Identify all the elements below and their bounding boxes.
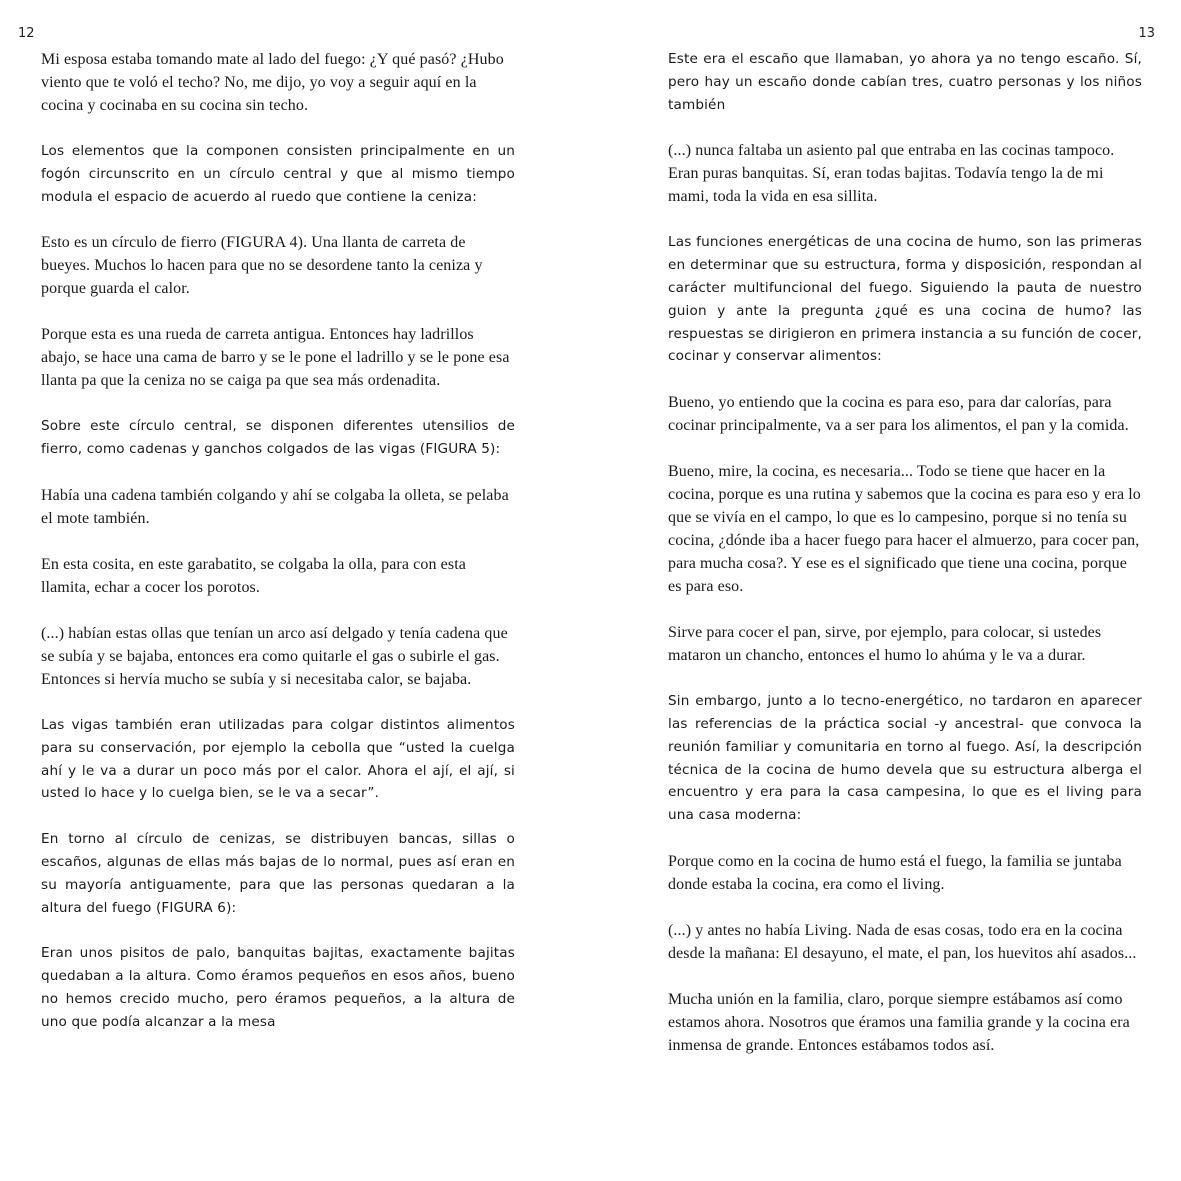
paragraph: Sobre este círculo central, se disponen diferentes utensilios de fierro, como cadenas y ganchos colgados de las vigas (FIGURA 5): xyxy=(41,418,515,458)
right-page-column xyxy=(668,48,1142,1080)
paragraph: Mi esposa estaba tomando mate al lado del fuego: ¿Y qué pasó? ¿Hubo viento que te voló el techo? No, me dijo, yo voy a seguir aquí en la cocina y cocinaba en su cocina sin techo. xyxy=(41,51,504,114)
paragraph: En esta cosita, en este garabatito, se colgaba la olla, para con esta llamita, echar a cocer los porotos. xyxy=(41,555,466,596)
paragraph: Sirve para cocer el pan, sirve, por ejemplo, para colocar, si ustedes mataron un chancho, entonces el humo lo ahúma y le va a durar. xyxy=(668,624,1102,665)
paragraph: Este era el escaño que llamaban, yo ahora ya no tengo escaño. Sí, pero hay un escaño donde cabían tres, cuatro personas y los niños también xyxy=(668,51,1142,113)
paragraph: Sin embargo, junto a lo tecno-energético, no tardaron en aparecer las referencias de la práctica social -y ancestral- que convoca la reunión familiar y comunitaria en torno al fuego. Así, la descripción técnica de la cocina de humo devela que su estructura alberga el encuentro y era para la casa campesina, lo que es el living para una casa moderna: xyxy=(668,693,1142,824)
paragraph: Bueno, yo entiendo que la cocina es para eso, para dar calorías, para cocinar principalmente, va a ser para los alimentos, el pan y la comida. xyxy=(668,394,1129,435)
paragraph: Las funciones energéticas de una cocina de humo, son las primeras en determinar que su estructura, forma y disposición, respondan al carácter multifuncional del fuego. Siguiendo la pauta de nuestro guion y ante la pregunta ¿qué es una cocina de humo? las respuestas se dirigieron en primera instancia a su función de cocer, cocinar y conservar alimentos: xyxy=(668,234,1142,365)
left-page-column xyxy=(41,48,515,1057)
paragraph: En torno al círculo de cenizas, se distribuyen bancas, sillas o escaños, algunas de ellas más bajas de lo normal, pues así eran en su mayoría antiguamente, para que las personas quedaran a la altura del fuego (FIGURA 6): xyxy=(41,831,515,916)
paragraph: Los elementos que la componen consisten principalmente en un fogón circunscrito en un círculo central y que al mismo tiempo modula el espacio de acuerdo al ruedo que contiene la ceniza: xyxy=(41,143,515,205)
page-number-right: 13 xyxy=(1138,26,1155,41)
paragraph: (...) y antes no había Living. Nada de esas cosas, todo era en la cocina desde la mañana: El desayuno, el mate, el pan, los huevitos ahí asados... xyxy=(668,921,1137,962)
paragraph: Eran unos pisitos de palo, banquitas bajitas, exactamente bajitas quedaban a la altura. Como éramos pequeños en esos años, bueno no hemos crecido mucho, pero éramos pequeños, a la altura de uno que podía alcanzar a la mesa xyxy=(41,945,515,1030)
paragraph: Las vigas también eran utilizadas para colgar distintos alimentos para su conservación, por ejemplo la cebolla que “usted la cuelga ahí y le va a durar un poco más por el calor. Ahora el ají, el ají, si usted lo hace y lo cuelga bien, se le va a secar”. xyxy=(41,716,515,802)
paragraph: (...) habían estas ollas que tenían un arco así delgado y tenía cadena que se subía y se bajaba, entonces era como quitarle el gas o subirle el gas. Entonces si hervía mucho se subía y si necesitaba calor, se bajaba. xyxy=(41,624,508,688)
paragraph: Porque como en la cocina de humo está el fuego, la familia se juntaba donde estaba la cocina, era como el living. xyxy=(668,852,1122,893)
page-number-left: 12 xyxy=(18,26,35,41)
paragraph: (...) nunca faltaba un asiento pal que entraba en las cocinas tampoco. Eran puras banquitas. Sí, eran todas bajitas. Todavía tengo la de mi mami, toda la vida en esa sillita. xyxy=(668,142,1115,206)
paragraph: Bueno, mire, la cocina, es necesaria... Todo se tiene que hacer en la cocina, porque es una rutina y sabemos que la cocina es para eso y era lo que se vivía en el campo, lo que es lo campesino, porque si no tenía su cocina, ¿dónde iba a hacer fuego para hacer el almuerzo, para cocer pan, para mucha cosa?. Y ese es el significado que tiene una cocina, porque es para eso. xyxy=(668,463,1141,596)
paragraph: Había una cadena también colgando y ahí se colgaba la olleta, se pelaba el mote también. xyxy=(41,486,509,527)
paragraph: Mucha unión en la familia, claro, porque siempre estábamos así como estamos ahora. Nosotros que éramos una familia grande y la cocina era inmensa de grande. Entonces estábamos todos así. xyxy=(668,990,1130,1054)
paragraph: Porque esta es una rueda de carreta antigua. Entonces hay ladrillos abajo, se hace una cama de barro y se le pone el ladrillo y se le pone esa llanta pa que la ceniza no se caiga pa que sea más ordenadita. xyxy=(41,326,510,390)
paragraph: Esto es un círculo de fierro (FIGURA 4). Una llanta de carreta de bueyes. Muchos lo hacen para que no se desordene tanto la ceniza y porque guarda el calor. xyxy=(41,234,483,298)
